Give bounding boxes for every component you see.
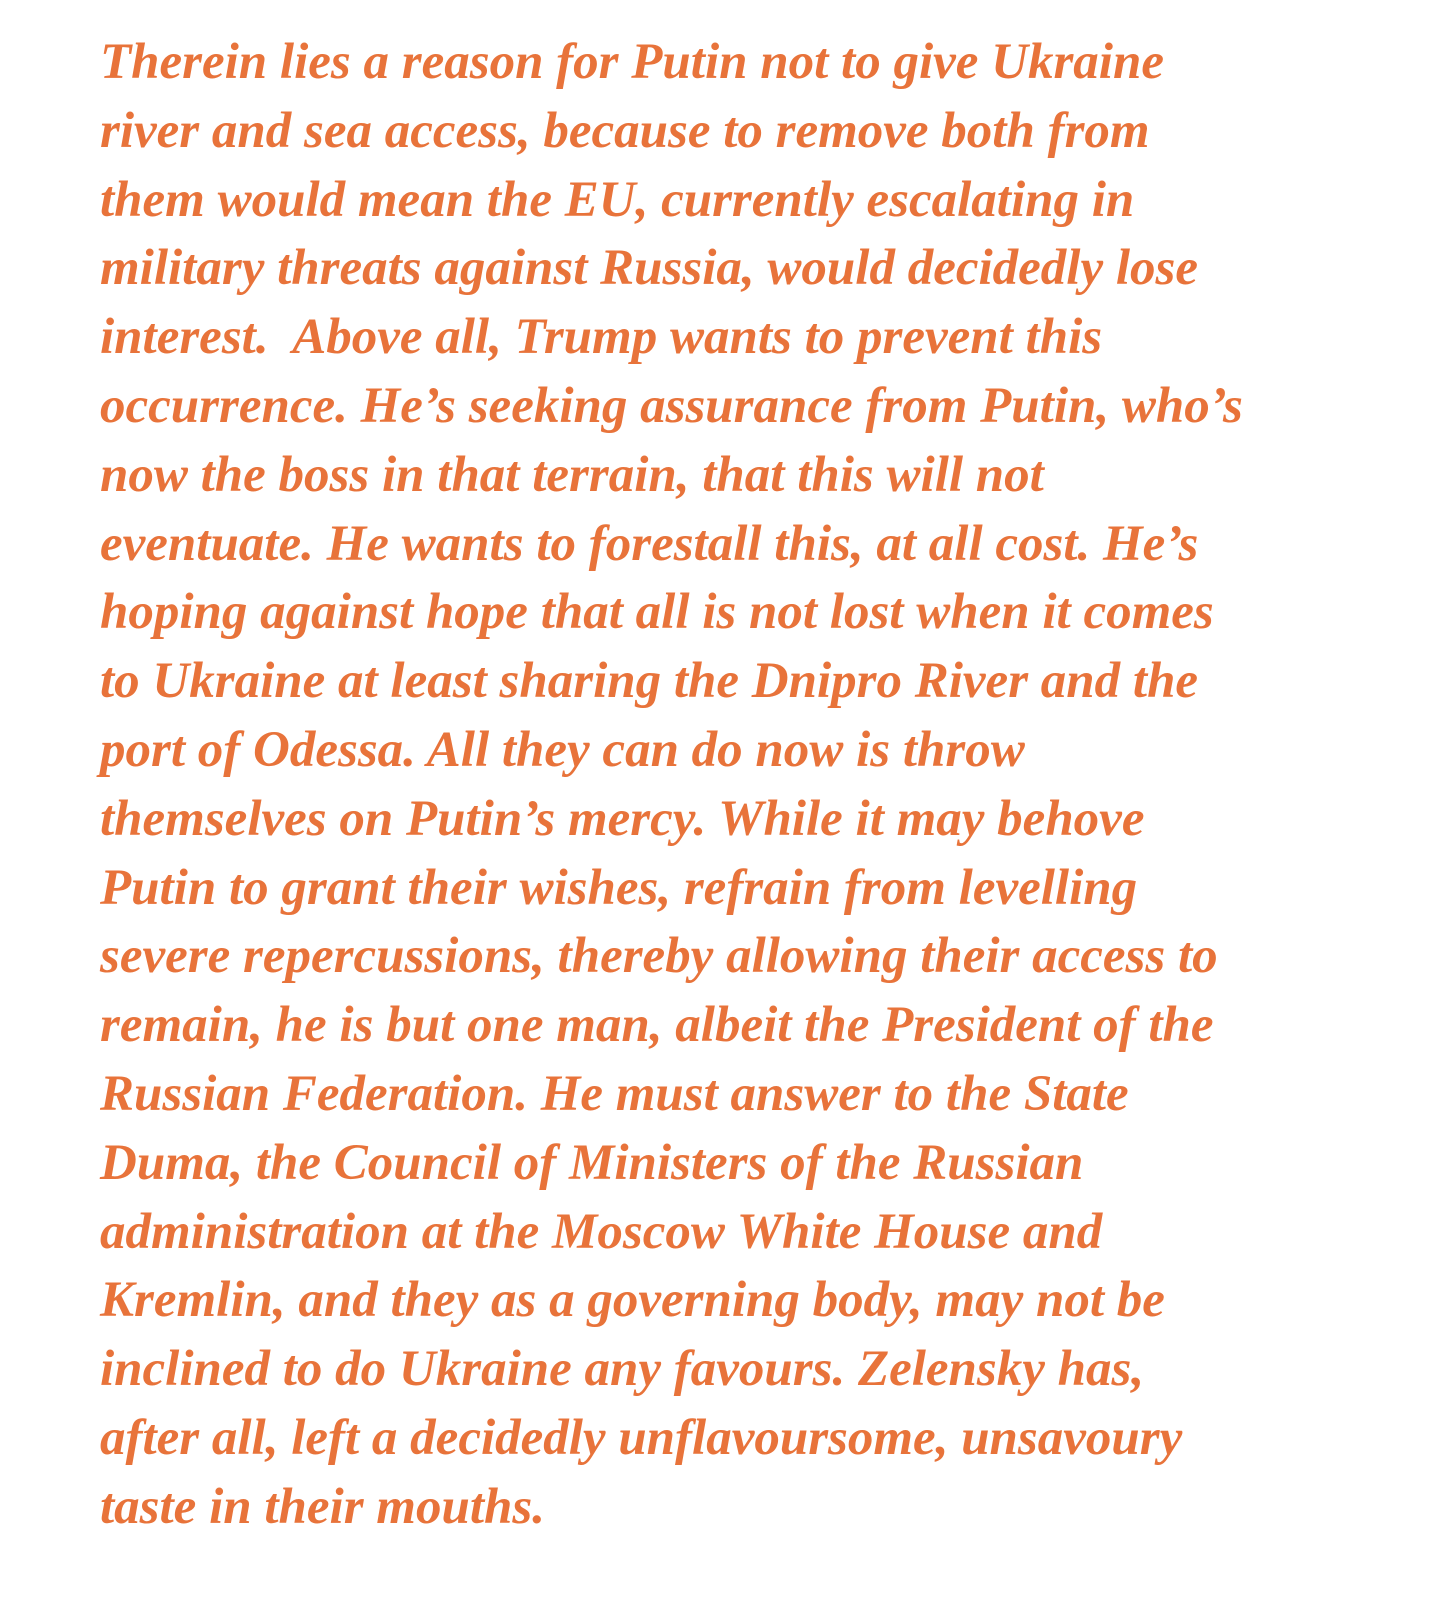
paragraph-line: occurrence. He’s seeking assurance from Putin, who’s	[100, 377, 1243, 434]
body-paragraph	[100, 28, 1440, 1542]
paragraph-line: Kremlin, and they as a governing body, may not be	[100, 1272, 1165, 1329]
paragraph-line: themselves on Putin’s mercy. While it may behove	[100, 790, 1145, 847]
paragraph-line: remain, he is but one man, albeit the President of the	[100, 997, 1214, 1054]
paragraph-line: them would mean the EU, currently escalating in	[100, 171, 1135, 228]
paragraph-line: Duma, the Council of Ministers of the Russian	[100, 1134, 1084, 1191]
paragraph-line: administration at the Moscow White House and	[100, 1203, 1103, 1260]
paragraph-line: military threats against Russia, would decidedly lose	[100, 240, 1198, 297]
paragraph-line: severe repercussions, thereby allowing their access to	[100, 928, 1218, 985]
paragraph-line: Russian Federation. He must answer to the State	[100, 1065, 1129, 1122]
paragraph-line: Therein lies a reason for Putin not to give Ukraine	[100, 34, 1164, 90]
paragraph-line: taste in their mouths.	[100, 1478, 545, 1535]
paragraph-line: port of Odessa. All they can do now is throw	[100, 721, 1025, 778]
paragraph-line: river and sea access, because to remove both from	[100, 102, 1150, 159]
paragraph-line: after all, left a decidedly unflavoursome, unsavoury	[100, 1409, 1183, 1466]
paragraph-line: interest. Above all, Trump wants to prevent this	[100, 309, 1103, 366]
paragraph-line: to Ukraine at least sharing the Dnipro River and the	[100, 653, 1199, 710]
paragraph-line: eventuate. He wants to forestall this, at all cost. He’s	[100, 515, 1199, 572]
paragraph-line: now the boss in that terrain, that this will not	[100, 446, 1044, 503]
paragraph-line: inclined to do Ukraine any favours. Zelensky has,	[100, 1341, 1145, 1398]
paragraph-line: hoping against hope that all is not lost when it comes	[100, 584, 1214, 641]
paragraph-line: Putin to grant their wishes, refrain from levelling	[100, 859, 1138, 916]
